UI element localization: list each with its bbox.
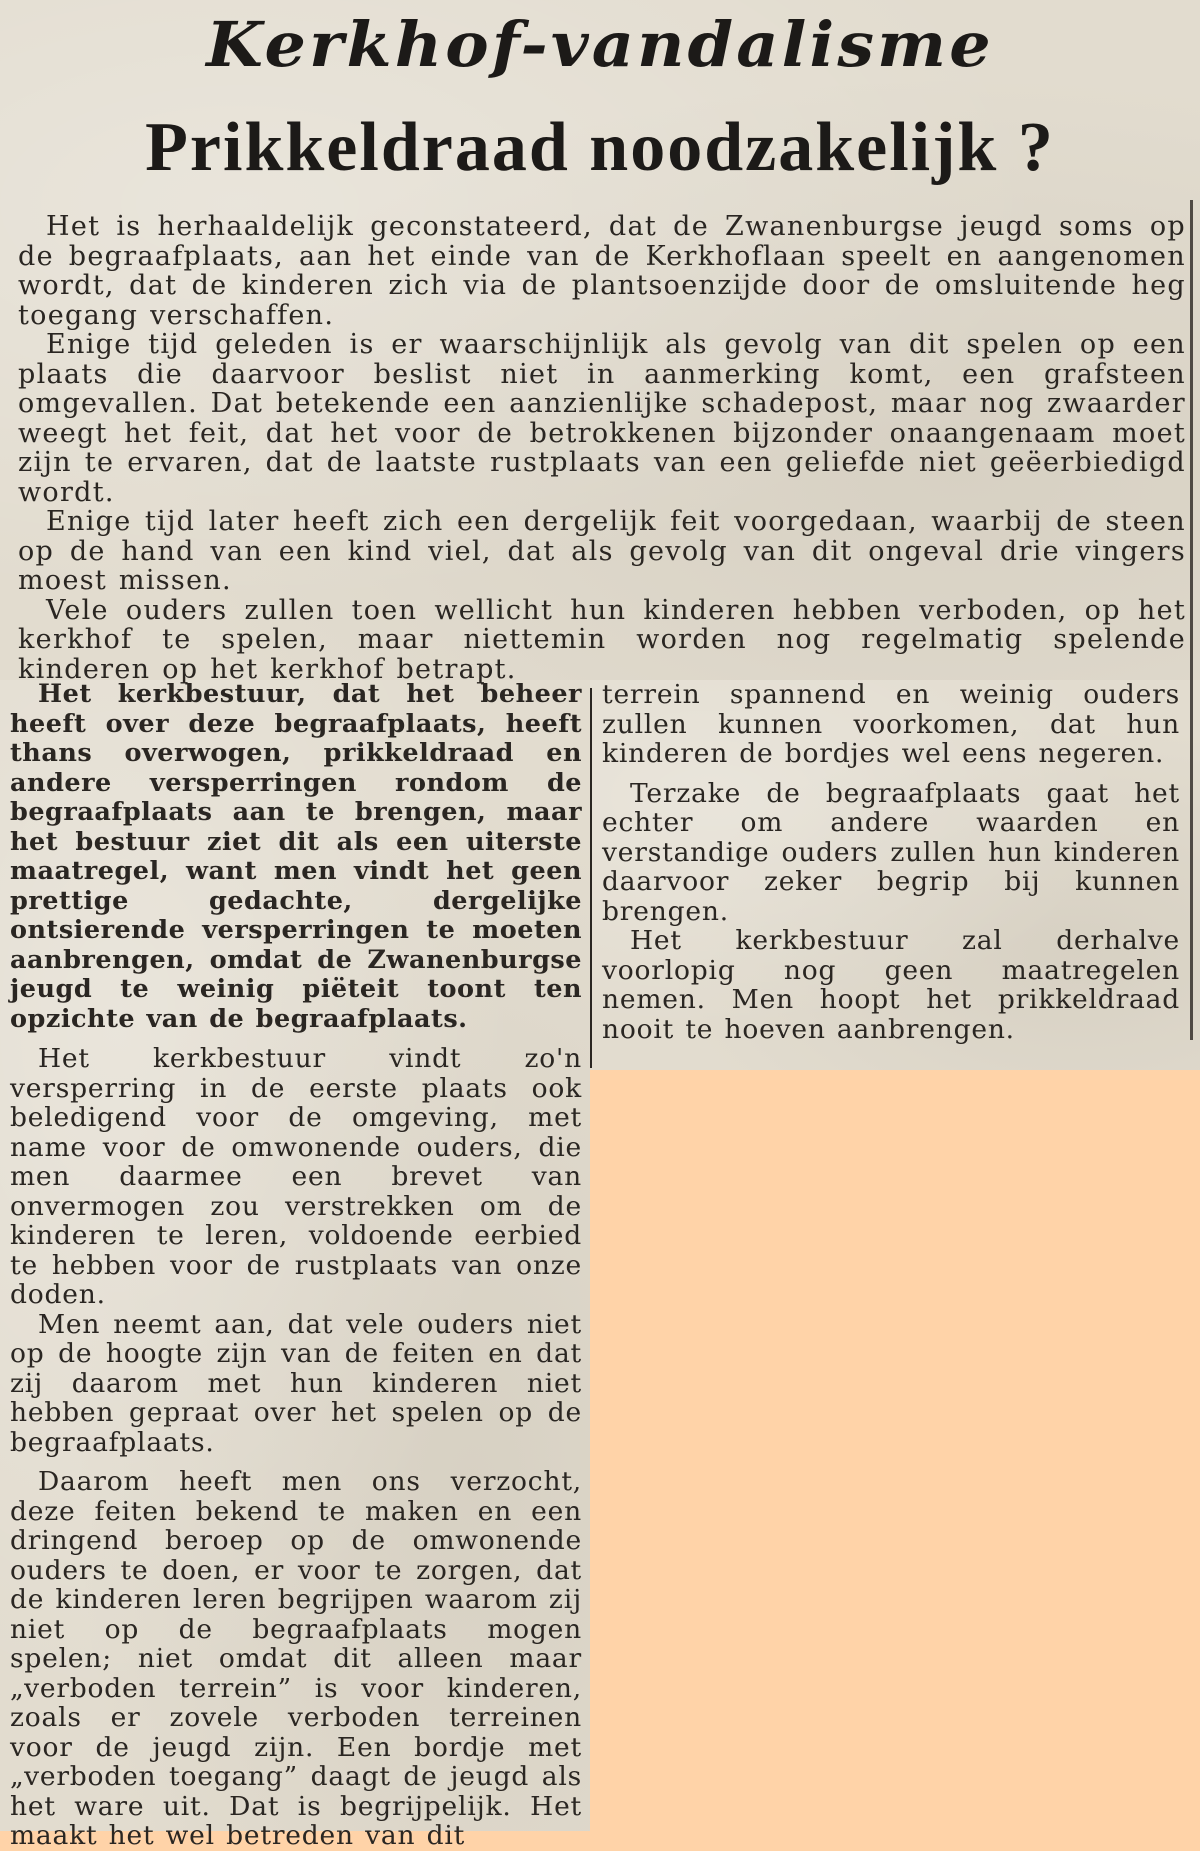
body-paragraph: terrein spannend en weinig ouders zullen kunnen voorkomen, dat hun kinderen de bordjes wel eens negeren. [602,679,1180,769]
intro-paragraph: Enige tijd geleden is er waarschijnlijk als gevolg van dit spelen op een plaats die daarvoor beslist niet in aanmerking komt, een grafsteen omgevallen. Dat betekende een aanzienlijke schadepost, maar nog zwaarder weegt het feit, dat het voor de betrokkenen bijzonder onaangenaam moet zijn te ervaren, dat de laatste rustplaats van een geliefde niet geëerbiedigd wordt. [18,329,1186,508]
right-column-text [602,680,1180,1044]
intro-text [18,212,1186,684]
intro-paragraph: Enige tijd later heeft zich een dergelijk feit voorgedaan, waarbij de steen op de hand van een kind viel, dat als gevolg van dit ongeval drie vingers moest missen. [18,506,1186,596]
body-paragraph: Men neemt aan, dat vele ouders niet op de hoogte zijn van de feiten en dat zij daarom met hun kinderen niet hebben gepraat over het spelen op de begraafplaats. [10,1308,582,1458]
intro-paragraph: Vele ouders zullen toen wellicht hun kinderen hebben verboden, op het kerkhof te spelen, maar niettemin worden nog regelmatig spelende kinderen op het kerkhof betrapt. [18,594,1186,685]
body-paragraph: Daarom heeft men ons verzocht, deze feiten bekend te maken en een dringend beroep op de omwonende ouders te doen, er voor te zorgen, dat de kinderen leren begrijpen waarom zij niet op de begraafplaats mogen spelen; niet omdat dit alleen maar „verboden terrein” is voor kinderen, zoals er zovele verboden terreinen voor de jeugd zijn. Een bordje met „verboden toegang” daagt de jeugd als het ware uit. Dat is begrijpelijk. Het maakt het wel betreden van dit [10,1466,582,1851]
headline-title: Kerkhof-vandalisme [206,8,994,81]
body-paragraph: Het kerkbestuur vindt zo'n versperring in de eerste plaats ook beledigend voor de omgeving, met name voor de omwonende ouders, die men daarmee een brevet van onvermogen zou verstrekken om de kinderen te leren, voldoende eerbied te hebben voor de rustplaats van onze doden. [10,1043,582,1310]
left-column-text [10,680,582,1851]
body-paragraph: Het kerkbestuur zal derhalve voorlopig nog geen maatregelen nemen. Men hoopt het prikkeldraad nooit te hoeven aanbrengen. [602,925,1180,1045]
lead-paragraph: Het kerkbestuur, dat het beheer heeft over deze begraafplaats, heeft thans overwogen, prikkeldraad en andere versperringen rondom de begraafplaats aan te brengen, maar het bestuur ziet dit als een uiterste maatregel, want men vindt het geen prettige gedachte, dergelijke ontsierende versperringen te moeten aanbrengen, omdat de Zwanenburgse jeugd te weinig piëteit toont ten opzichte van de begraafplaats. [10,679,582,1034]
headline-subtitle: Prikkeldraad noodzakelijk ? [145,109,1055,186]
column-divider [590,688,592,1068]
intro-paragraph: Het is herhaaldelijk geconstateerd, dat de Zwanenburgse jeugd soms op de begraafplaats, aan het einde van de Kerkhoflaan speelt en aangenomen wordt, dat de kinderen zich via de plantsoenzijde door de omsluitende heg toegang verschaffen. [18,211,1186,331]
body-paragraph: Terzake de begraafplaats gaat het echter om andere waarden en verstandige ouders zullen hun kinderen daarvoor zeker begrip bij kunnen brengen. [602,777,1180,927]
edge-rule [1190,200,1193,1040]
